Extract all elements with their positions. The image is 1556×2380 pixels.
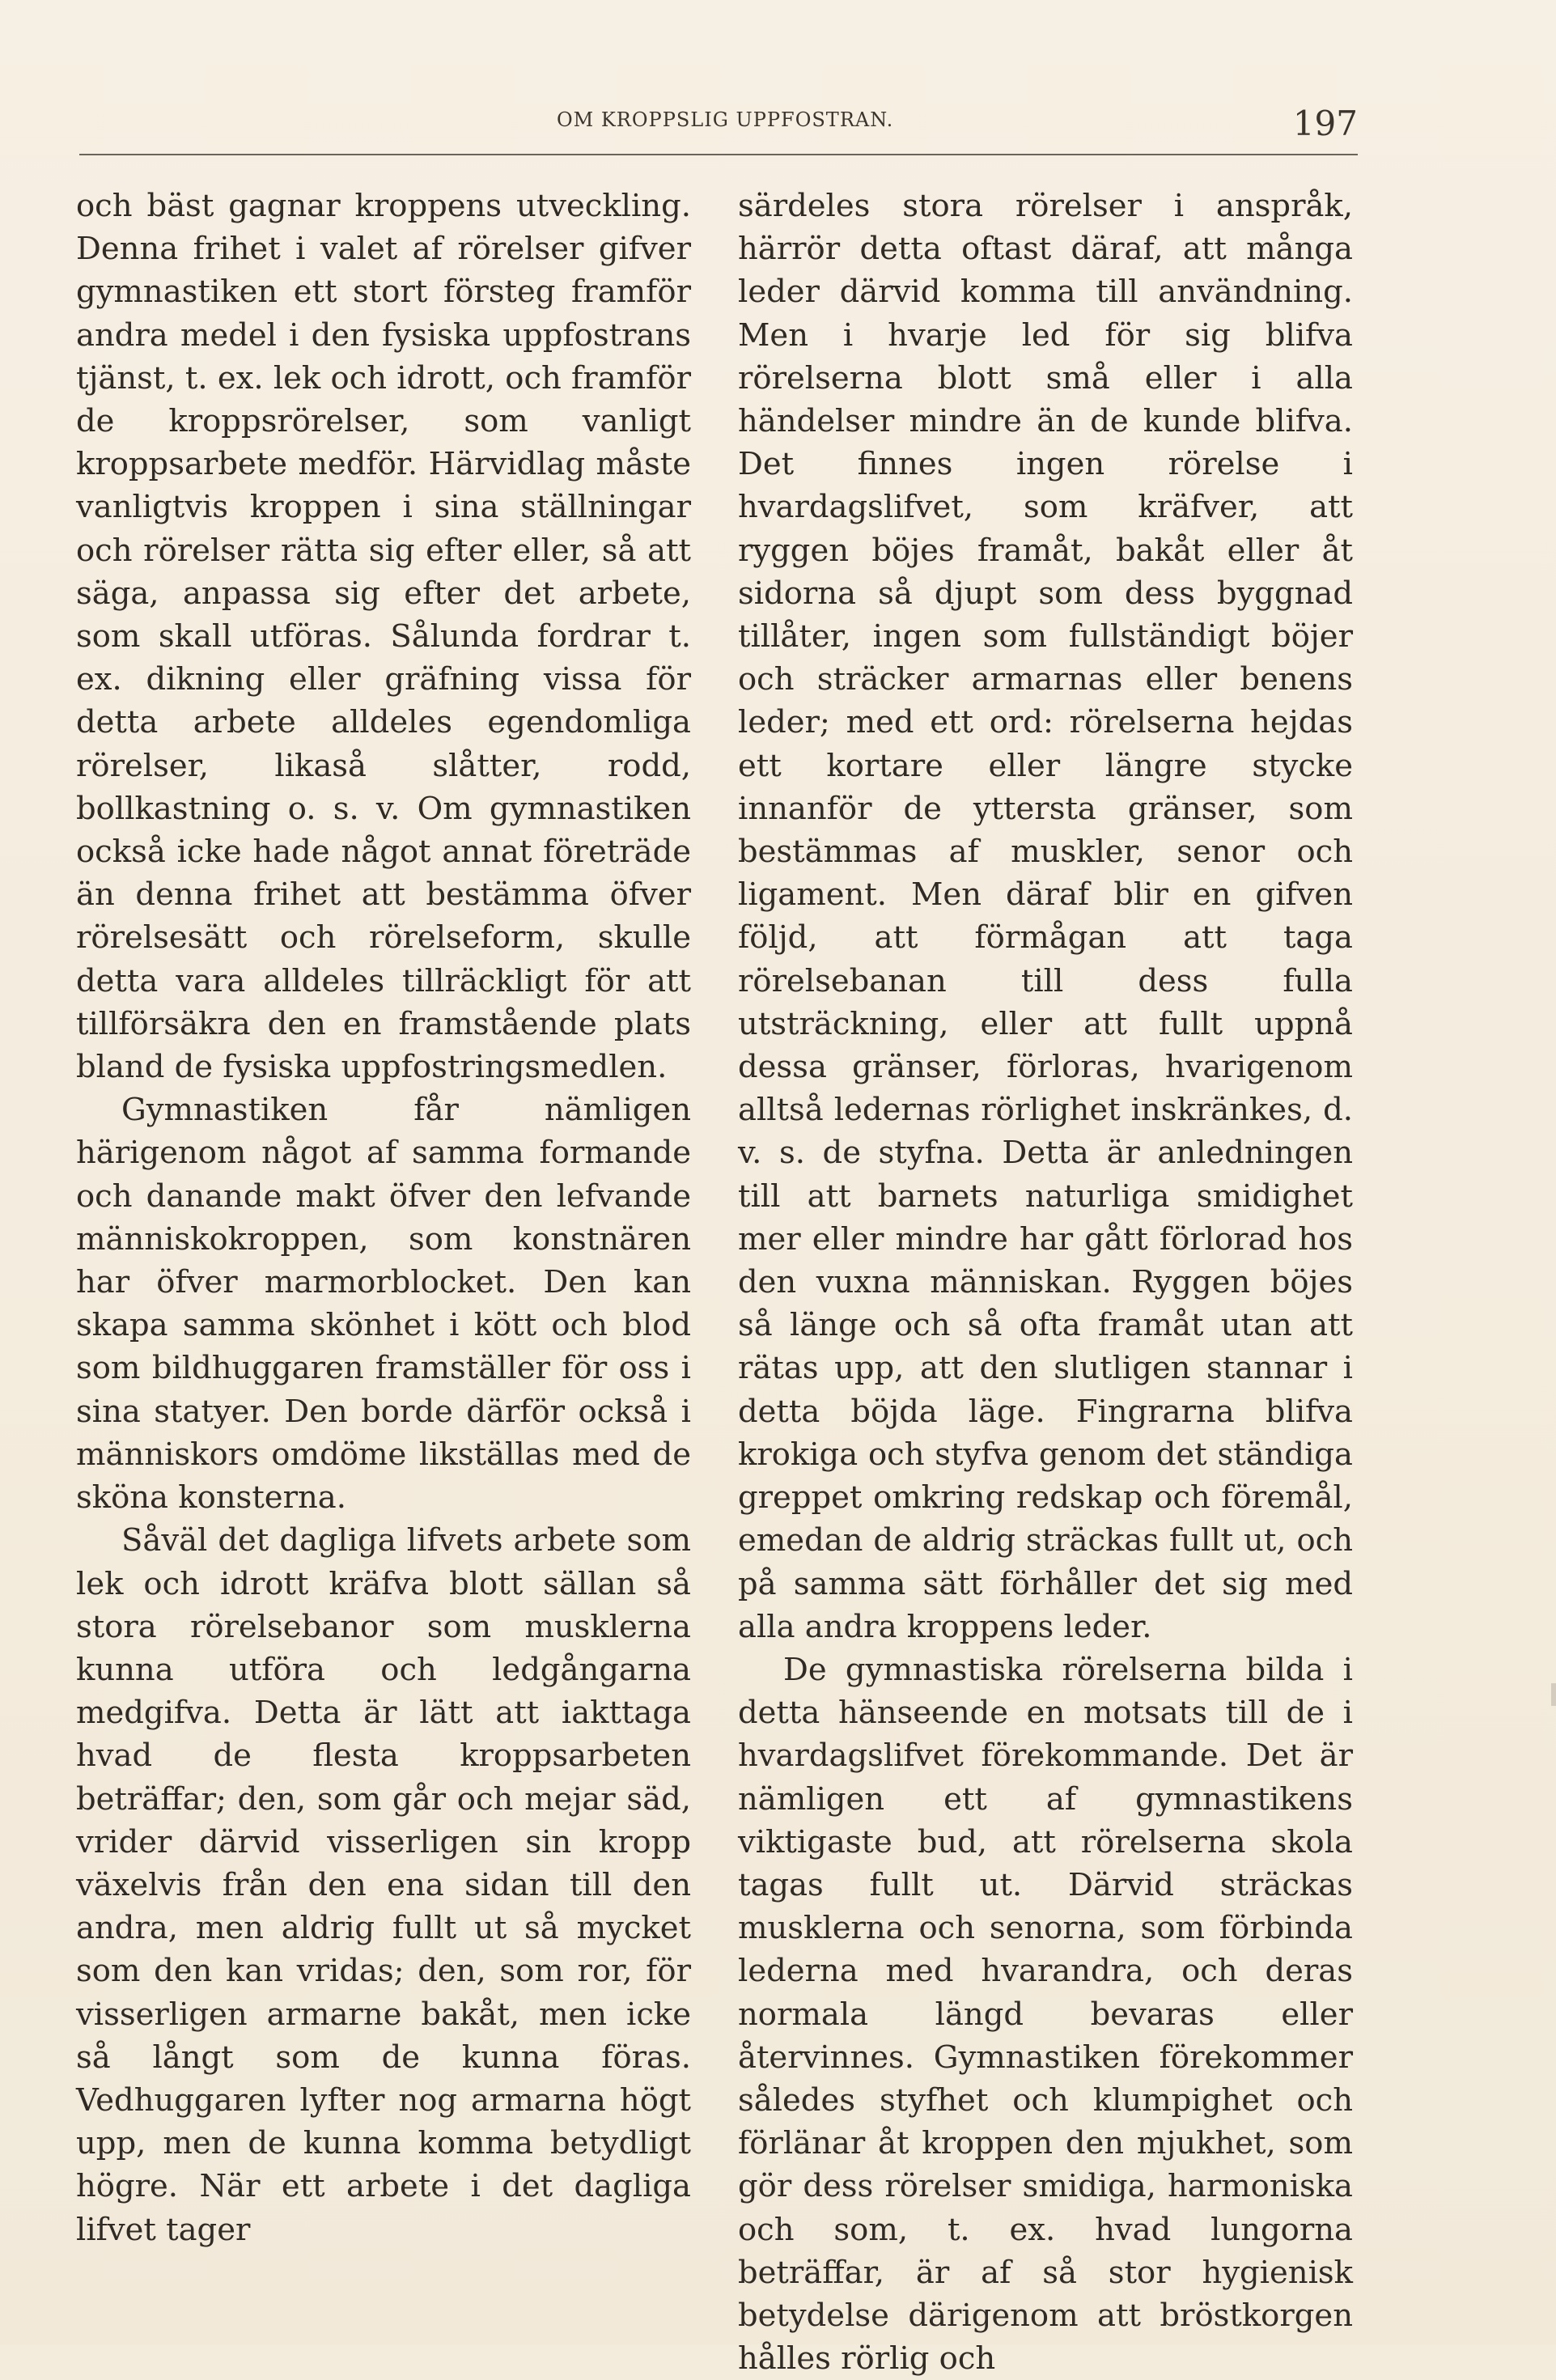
left-paragraph-2: Gymnastiken får nämligen härigenom något af samma formande och danande makt öfver den lefvande människokroppen, som konstnären har öfver marmorblocket. Den kan skapa samma skönhet i kött och blod som bildhuggaren framställer för oss i sina statyer. Den borde därför också i människors omdöme likställas med de sköna konsterna. [76, 1092, 691, 1517]
page-number: 197 [1292, 104, 1358, 143]
left-paragraph-1: och bäst gagnar kroppens utveckling. Denna frihet i valet af rörelser gifver gymnastiken ett stort försteg framför andra medel i den fysiska uppfostrans tjänst, t. ex. lek och idrott, och framför de kroppsrörelser, som vanligt kroppsarbete medför. Härvidlag måste vanligtvis kroppen i sina ställningar och rörelser rätta sig efter eller, så att säga, anpassa sig efter det arbete, som skall utföras. Sålunda fordrar t. ex. dikning eller gräfning vissa för detta arbete alldeles egendomliga rörelser, likaså slåtter, rodd, bollkastning o. s. v. Om gymnastiken också icke hade något annat företräde än denna frihet att bestämma öfver rörelsesätt och rörelseform, skulle detta vara alldeles tillräckligt för att tillförsäkra den en framstående plats bland de fysiska uppfostringsmedlen. [76, 188, 691, 1086]
left-paragraph-3: Såväl det dagliga lifvets arbete som lek och idrott kräfva blott sällan så stora rörelsebanor som musklerna kunna utföra och ledgångarna medgifva. Detta är lätt att iakttaga hvad de flesta kroppsarbeten beträffar; den, som går och mejar säd, vrider därvid visserligen sin kropp växelvis från den ena sidan till den andra, men aldrig fullt ut så mycket som den kan vridas; den, som ror, för visserligen armarne bakåt, men icke så långt som de kunna föras. Vedhuggaren lyfter nog armarna högt upp, men de kunna komma betydligt högre. När ett arbete i det dagliga lifvet tager [76, 1522, 691, 2248]
header-rule [79, 154, 1358, 155]
right-paragraph-2: De gymnastiska rörelserna bilda i detta hänseende en motsats till de i hvardagslifvet förekommande. Det är nämligen ett af gymnastikens viktigaste bud, att rörelserna skola tagas fullt ut. Därvid sträckas musklerna och senorna, som förbinda lederna med hvarandra, och deras normala längd bevaras eller återvinnes. Gymnastiken förekommer således styfhet och klumpighet och förlänar åt kroppen den mjukhet, som gör dess rörelser smidiga, harmoniska och som, t. ex. hvad lungorna beträffar, är af så stor hygienisk betydelse därigenom att bröstkorgen hålles rörlig och [738, 1651, 1353, 2378]
right-column [738, 185, 1353, 2380]
right-paragraph-1: särdeles stora rörelser i anspråk, härrör detta oftast däraf, att många leder därvid komma till användning. Men i hvarje led för sig blifva rörelserna blott små eller i alla händelser mindre än de kunde blifva. Det finnes ingen rörelse i hvardagslifvet, som kräfver, att ryggen böjes framåt, bakåt eller åt sidorna så djupt som dess byggnad tillåter, ingen som fullständigt böjer och sträcker armarnas eller benens leder; med ett ord: rörelserna hejdas ett kortare eller längre stycke innanför de yttersta gränser, som bestämmas af muskler, senor och ligament. Men däraf blir en gifven följd, att förmågan att taga rörelsebanan till dess fulla utsträckning, eller att fullt uppnå dessa gränser, förloras, hvarigenom alltså ledernas rörlighet inskränkes, d. v. s. de styfna. Detta är anledningen till att barnets naturliga smidighet mer eller mindre har gått förlorad hos den vuxna människan. Ryggen böjes så länge och så ofta framåt utan att rätas upp, att den slutligen stannar i detta böjda läge. Fingrarna blifva krokiga och styfva genom det ständiga greppet omkring redskap och föremål, emedan de aldrig sträckas fullt ut, och på samma sätt förhåller det sig med alla andra kroppens leder. [738, 188, 1353, 1645]
left-column [76, 185, 691, 2251]
page-header [79, 104, 1358, 168]
running-head: OM KROPPSLIG UPPFOSTRAN. [557, 108, 894, 131]
page-edge-mark [1551, 1683, 1556, 1706]
